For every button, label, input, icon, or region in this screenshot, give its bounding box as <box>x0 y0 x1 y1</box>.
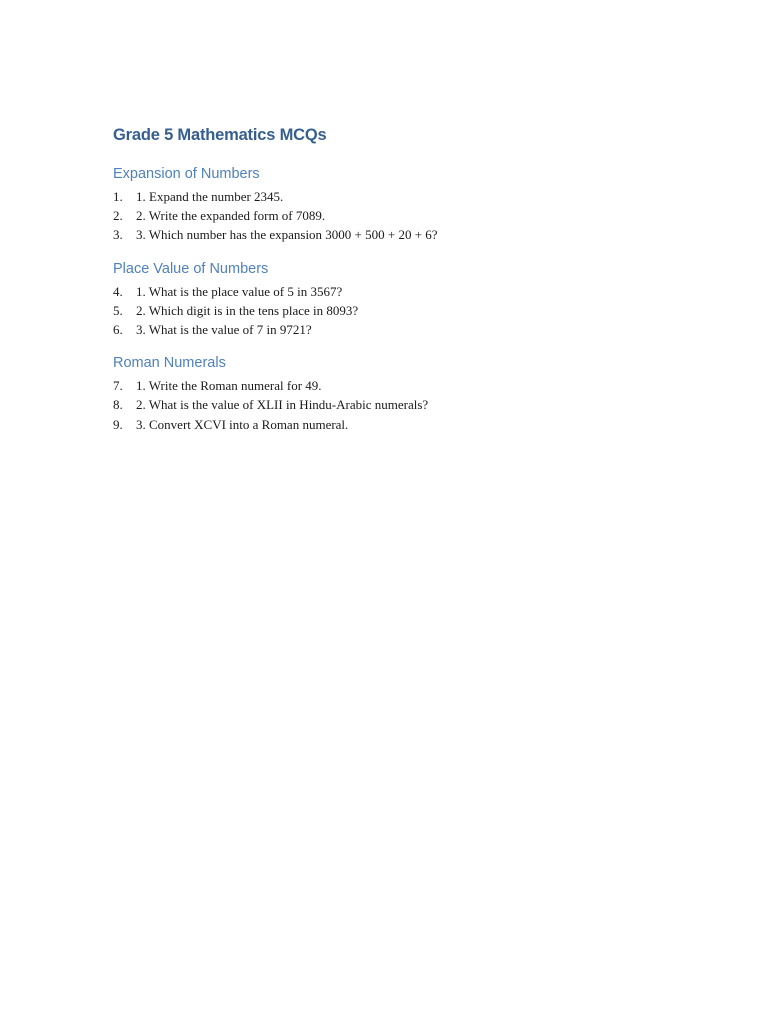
question-text: 3. What is the value of 7 in 9721? <box>136 322 312 338</box>
document-content <box>113 124 673 448</box>
question-text: 3. Convert XCVI into a Roman numeral. <box>136 416 349 432</box>
question-item <box>113 395 673 414</box>
question-item <box>113 282 673 301</box>
question-number: 9. <box>113 416 123 432</box>
question-text: 3. Which number has the expansion 3000 + 500 + 20 + 6? <box>136 227 438 243</box>
question-item <box>113 376 673 395</box>
question-text: 2. Write the expanded form of 7089. <box>136 208 326 224</box>
section-expansion-of-numbers <box>113 164 673 245</box>
question-list <box>113 376 673 434</box>
question-number: 5. <box>113 302 123 318</box>
section-heading: Roman Numerals <box>113 355 226 372</box>
question-number: 7. <box>113 378 123 394</box>
document-title: Grade 5 Mathematics MCQs <box>113 126 327 144</box>
section-heading: Place Value of Numbers <box>113 260 269 277</box>
question-text: 2. Which digit is in the tens place in 8093? <box>136 302 359 318</box>
section-roman-numerals <box>113 353 673 434</box>
question-text: 1. Write the Roman numeral for 49. <box>136 378 322 394</box>
question-text: 2. What is the value of XLII in Hindu-Arabic numerals? <box>136 397 429 413</box>
section-heading: Expansion of Numbers <box>113 166 260 182</box>
question-list <box>113 187 673 245</box>
question-list <box>113 282 673 340</box>
question-item <box>113 301 673 320</box>
question-item <box>113 225 673 244</box>
question-number: 4. <box>113 283 123 299</box>
question-number: 3. <box>113 227 123 243</box>
question-text: 1. Expand the number 2345. <box>136 189 284 204</box>
question-item <box>113 206 673 225</box>
question-item <box>113 320 673 339</box>
question-item <box>113 187 673 206</box>
question-number: 2. <box>113 208 123 224</box>
question-number: 1. <box>113 189 123 204</box>
question-number: 6. <box>113 322 123 338</box>
question-text: 1. What is the place value of 5 in 3567? <box>136 283 343 299</box>
question-number: 8. <box>113 397 123 413</box>
section-place-value-of-numbers <box>113 259 673 340</box>
question-item <box>113 415 673 434</box>
